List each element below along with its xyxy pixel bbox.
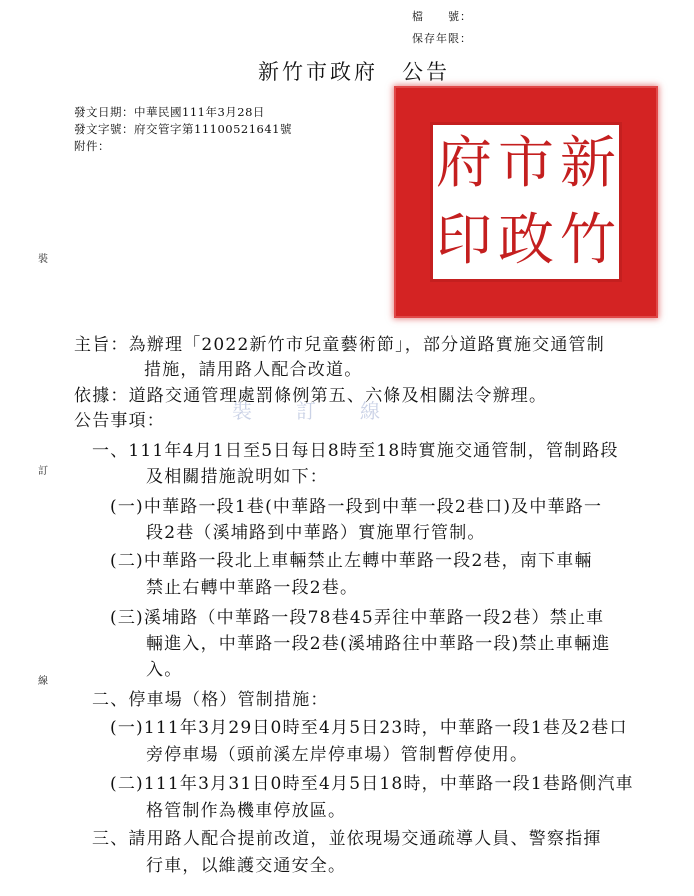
issue-date: 發文日期：中華民國111年3月28日 [74,105,265,119]
item2-sub-b-line-2: 格管制作為機車停放區。 [146,801,347,821]
purpose-line-2: 措施，請用路人配合改道。 [144,360,363,380]
item2-line: 二、停車場（格）管制措施： [92,690,329,710]
seal-char: 新 [560,130,616,196]
purpose-line-1: 主旨：為辦理「2022新竹市兒童藝術節」，部分道路實施交通管制 [74,335,605,355]
notice-heading: 公告事項： [74,411,165,431]
attachment-label: 附件： [74,139,110,153]
item1-line-1: 一、111年4月1日至5日每日8時至18時實施交通管制，管制路段 [92,441,619,461]
item3-line-2: 行車，以維護交通安全。 [146,856,347,876]
seal-inner-frame [430,122,622,282]
item3-line-1: 三、請用路人配合提前改道，並依現場交通疏導人員、警察指揮 [92,829,602,849]
item1-sub-a-line-2: 段2巷（溪埔路到中華路）實施單行管制。 [146,523,486,543]
file-number-label: 檔 號： [412,10,472,23]
item2-sub-a-line-1: (一)111年3月29日0時至4月5日23時，中華路一段1巷及2巷口 [110,718,628,738]
item1-sub-c-line-3: 入。 [146,660,183,680]
faint-blue-stamp: 裝 訂 線 [232,399,392,423]
item1-sub-c-line-2: 輛進入，中華路一段2巷(溪埔路往中華路一段)禁止車輛進 [146,634,611,654]
seal-char: 市 [498,130,554,196]
seal-char: 竹 [560,207,616,273]
item2-sub-b-line-1: (二)111年3月31日0時至4月5日18時，中華路一段1巷路側汽車 [110,774,634,794]
seal-char: 印 [436,207,492,273]
item1-sub-a-line-1: (一)中華路一段1巷(中華路一段到中華一段2巷口)及中華路一 [110,497,603,517]
item2-sub-a-line-2: 旁停車場（頭前溪左岸停車場）管制暫停使用。 [146,745,529,765]
retention-period-label: 保存年限： [412,32,472,45]
side-mark-bind: 裝 [38,254,48,265]
item1-line-2: 及相關措施說明如下： [146,467,328,487]
side-mark-staple: 訂 [38,466,48,477]
item1-sub-b-line-2: 禁止右轉中華路一段2巷。 [146,578,359,598]
page-title: 新竹市政府 公告 [258,60,450,84]
side-mark-line: 線 [38,676,48,687]
document-number: 發文字號：府交管字第11100521641號 [74,122,292,136]
seal-char: 府 [436,130,492,196]
item1-sub-c-line-1: (三)溪埔路（中華路一段78巷45弄往中華路一段2巷）禁止車 [110,608,605,628]
official-seal [396,88,656,316]
seal-char: 政 [498,207,554,273]
item1-sub-b-line-1: (二)中華路一段北上車輛禁止左轉中華路一段2巷，南下車輛 [110,551,593,571]
basis-line: 依據：道路交通管理處罰條例第五、六條及相關法令辦理。 [74,386,548,406]
